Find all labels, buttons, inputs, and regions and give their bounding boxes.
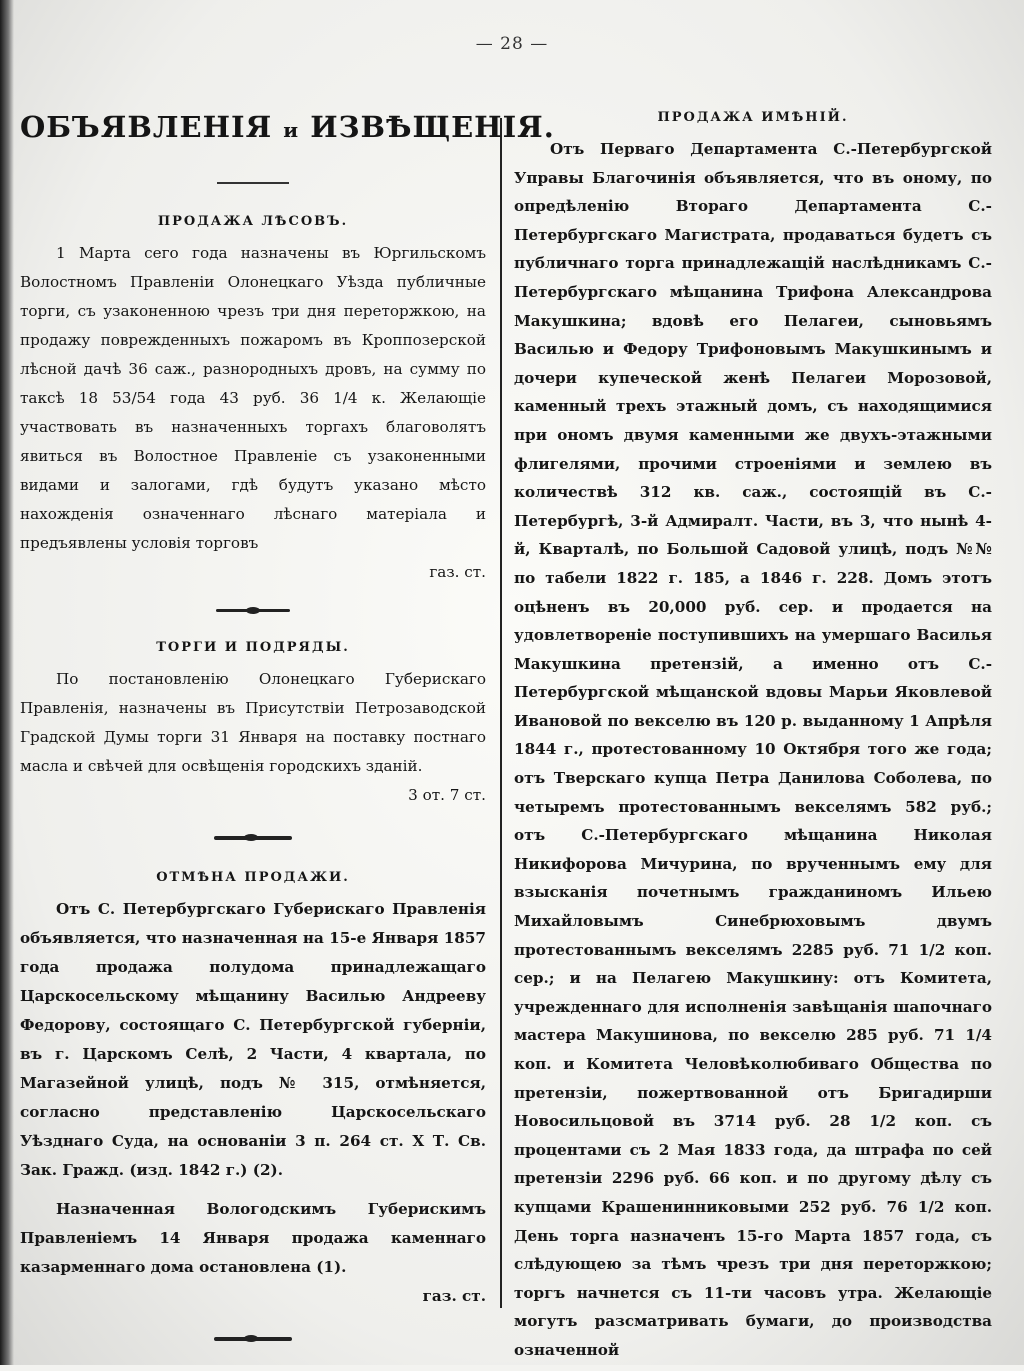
ornament-divider [216,609,290,612]
ornament-divider [214,1337,292,1341]
column-divider [500,118,502,1308]
heading-sale-cancelled: ОТМѢНА ПРОДАЖИ. [156,870,350,885]
page-number: — 28 — [475,34,549,54]
notice-sale-cancelled: Отъ С. Петербургскаго Губерискаго Правленія объявляется, что назначенная на 15-е Января 1857 года продажа полудома принадлежащаго Царскосельскому мѣщанину Василью Андрееву Федорову, состоящаго С. Петербургской губерніи, въ г. Царскомъ Селѣ, 2 Части, 4 квартала, по Магазейной улицѣ, подъ № 315, отмѣняется, согласно представленію Царскосельскаго Уѣзднаго Суда, на основаніи 3 п. 264 ст. Х Т. Св. Зак. Гражд. (изд. 1842 г.) (2). [20,900,486,1179]
masthead-conj: и [283,118,300,142]
section-masthead [20,110,555,144]
notice-timber-sale: 1 Марта сего года назначены въ Юргильскомъ Волостномъ Правленіи Олонецкаго Уѣзда публичные торги, съ узаконенною чрезъ три дня переторжкою, на продажу поврежденныхъ пожаромъ въ Кроппозерской лѣсной дачѣ 36 саж., разнородныхъ дровъ, на сумму по таксѣ 18 53/54 года 43 руб. 36 1/4 к. Желающіе участвовать въ назначенныхъ торгахъ благоволятъ явиться въ Волостное Правленіе съ узаконенными видами и залогами, гдѣ будутъ указано мѣсто нахожденія означеннаго лѣснаго матеріала и предъявлены условія торговъ [20,244,486,552]
notice-auctions: По постановленію Олонецкаго Губерискаго Правленія, назначены въ Присутствіи Петрозаводской Градской Думы торги 31 Января на поставку постнаго масла и свѣчей для освѣщенія городскихъ зданій. [20,670,486,775]
ref-right: 3 от. 7 ст. [408,786,486,804]
notice-estate-sale: Отъ Перваго Департамента С.-Петербургской Управы Благочинія объявляется, что въ оному, по опредѣленію Втораго Департамента С.-Петербургскаго Магистрата, продаваться будетъ съ публичнаго торга принадлежащій наслѣдникамъ С.-Петербургскаго мѣщанина Трифона Александрова Макушкина; вдовѣ его Пелагеи, сыновьямъ Василью и Федору Трифоновымъ Макушкинымъ и дочери купеческой женѣ Пелагеи Морозовой, каменный трехъ этажный домъ, съ находящимися при ономъ двумя каменными же двухъ-этажными флигелями, прочими строеніями и землею въ количествѣ 312 кв. саж., состоящій въ С.-Петербургѣ, 3-й Адмиралт. Части, въ 3, что нынѣ 4-й, Кварталѣ, по Большой Садовой улицѣ, подъ №№ по табели 1822 г. 185, а 1846 г. 228. Домъ этотъ оцѣненъ въ 20,000 руб. сер. и продается на удовлетвореніе поступившихъ на умершаго Василья Макушкина претензій, а именно отъ С.-Петербургской мѣщанской вдовы Марьи Яковлевой Ивановой по векселю въ 120 р. выданному 1 Апрѣля 1844 г., протестованному 10 Октября того же года; отъ Тверскаго купца Петра Данилова Соболева, по четыремъ протестованнымъ векселямъ 582 руб.; отъ С.-Петербургскаго мѣщанина Николая Никифорова Мичурина, по врученнымъ ему для взысканія почетнымъ гражданиномъ Ильею Михайловымъ Синебрюховымъ двумъ протестованнымъ векселямъ 2285 руб. 71 1/2 коп. сер.; и на Пелагею Макушкину: отъ Комитета, учрежденнаго для исполненія завѣщанія шапочнаго мастера Макушинова, по векселю 285 руб. 71 1/4 коп. и Комитета Человѣколюбиваго Общества по претензіи, пожертвованной отъ Бригадирши Новосильцовой въ 3714 руб. 28 1/2 коп. съ процентами съ 2 Мая 1833 года, да штрафа по сей претензіи 2296 руб. 66 коп. и по другому дѣлу съ купцами Крашенинниковыми 252 руб. 76 1/2 коп. День торга назначенъ 15-го Марта 1857 года, съ слѣдующею за тѣмъ чрезъ три дня переторжкою; торгъ начнется съ 11-ти часовъ утра. Желающіе могутъ разсматривать бумаги, до производства означенной [514,140,992,1359]
heading-estate-sale: ПРОДАЖА ИМѢНІЙ. [657,110,849,125]
ornament-divider [214,836,292,840]
masthead-rule [217,182,289,184]
heading-auctions: ТОРГИ И ПОДРЯДЫ. [156,640,350,655]
ref-right: газ. ст. [422,1287,486,1305]
notice-sale-stopped-ref [20,1282,486,1311]
ref-right: газ. ст. [429,563,486,581]
notice-auctions-ref [20,781,486,810]
left-column [20,100,555,1371]
page-binding-shadow [0,0,14,1365]
notice-timber-sale-ref [20,558,486,587]
masthead-part2: ИЗВѢЩЕНІЯ. [310,110,555,144]
masthead-part1: ОБЪЯВЛЕНІЯ [20,110,273,144]
heading-timber-sale: ПРОДАЖА ЛѢСОВЪ. [157,214,349,229]
right-column [514,106,992,1365]
notice-sale-stopped: Назначенная Вологодскимъ Губерискимъ Правленіемъ 14 Января продажа каменнаго казарменнаго дома остановлена (1). [20,1200,486,1276]
